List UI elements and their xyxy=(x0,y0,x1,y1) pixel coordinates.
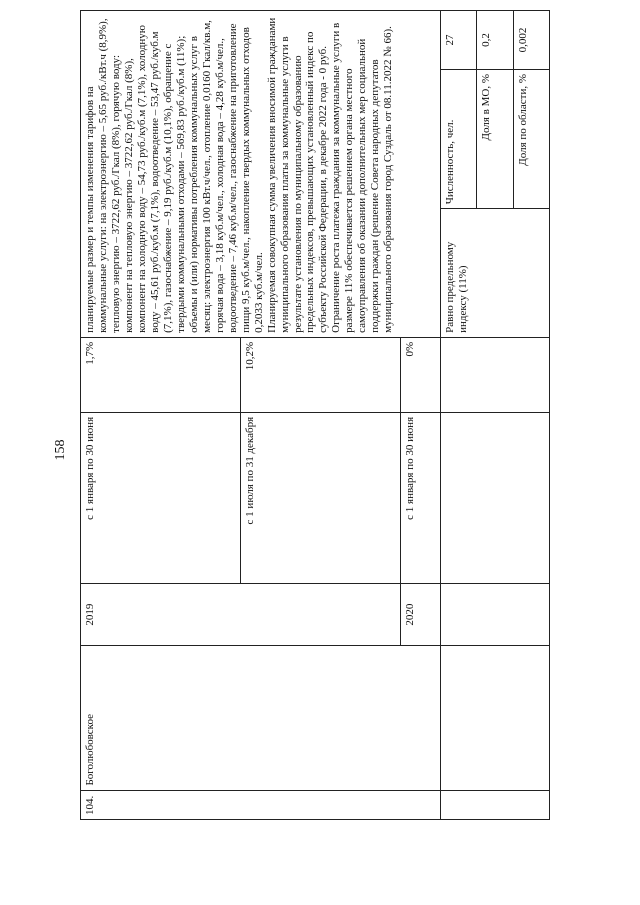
index-cell: 0% xyxy=(401,337,441,412)
stat-value: 27 xyxy=(441,11,477,70)
empty-cell xyxy=(441,790,550,819)
year-cell: 2020 xyxy=(401,584,441,646)
stat-label: Доля в МО, % xyxy=(477,70,513,209)
empty-cell xyxy=(441,337,550,412)
rotated-table-wrapper xyxy=(80,10,550,820)
period-cell: с 1 июля по 31 декабря xyxy=(241,412,401,583)
description-paragraph: Ограничение роста платежа граждания за коммунальные услуги в размере 11% обеспечивается решением органа местного самоуправления об оказании дополнительных мер социальной поддержки граждан (решение Совета народных депутатов муниципального образования город Суздаль от 08.11.2022 № 66). xyxy=(330,22,395,333)
index-cell: 1,7% xyxy=(81,337,241,412)
period-cell: с 1 января по 30 июня xyxy=(81,412,241,583)
stat-label: Доля по области, % xyxy=(513,70,549,209)
description-paragraph: Планируемая совокупная сумма увеличения вносимой гражданами муниципального образования платы за коммунальные услуги в результате установления по муниципальному образованию предельных индексов, превышающих установленный индекс по субъекту Российской Федерации, в декабре 2022 года - 0 руб. xyxy=(265,17,330,333)
period-cell: с 1 января по 30 июня xyxy=(401,412,441,583)
tariff-table xyxy=(80,10,550,820)
year-cell: 2019 xyxy=(81,584,401,646)
page-number: 158 xyxy=(53,439,68,461)
description-paragraph: объемы и (или) нормативы потребления коммунальных услуг в месяц: электроэнергия 100 кВт.ч/чел., отопление 0,0160 Гкал/кв.м, горячая вода – 3,18 куб.м/чел., холодная вода – 4,28 куб.м/чел., водоотведение – 7,46 куб.м/чел., газоснабжение на приготовление пищи 9,5 куб.м/чел., накопление твердых коммунальных отходов 0,2033 куб.м/чел. xyxy=(187,20,265,333)
municipality-name: Боголюбовское xyxy=(81,645,441,790)
description-paragraph: планируемые размер и темпы изменения тарифов на коммунальные услуги: на электроэнергию – 5,65 руб./кВт.ч (8,9%), тепловую энергию – 3722,62 руб./Гкал (8%), горячую воду: компонент на тепловую энергию – 3722,62 руб./Гкал (8%), компонент на холодную воду – 54,73 руб./куб.м (7,1%), холодную воду – 45,61 руб./куб.м (7,1%), водоотведение – 53,47 руб./куб.м (7,1%), газоснабжение – 9,19 руб./куб.м (10,1%), обращение с твердыми коммунальными отходами – 569,83 руб./куб.м (11%); xyxy=(84,18,187,333)
stat-value: 0,002 xyxy=(513,11,549,70)
empty-cell xyxy=(441,584,550,646)
table-row xyxy=(441,11,477,820)
equal-limit-cell: Равно предельному индексу (11%) xyxy=(441,209,550,338)
table-row xyxy=(81,11,241,820)
index-cell: 10,2% xyxy=(241,337,401,412)
stat-value: 0,2 xyxy=(477,11,513,70)
empty-cell xyxy=(441,645,550,790)
empty-cell xyxy=(441,412,550,583)
stat-label: Численность, чел. xyxy=(441,70,477,209)
description-cell xyxy=(81,11,441,338)
row-index: 104. xyxy=(81,790,441,819)
